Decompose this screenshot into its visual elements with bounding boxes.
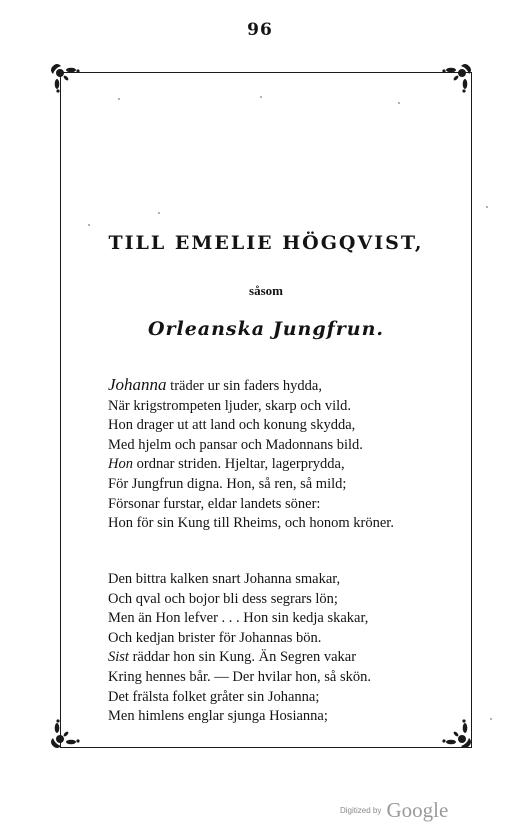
poem-stanza-2 xyxy=(108,570,458,727)
poem-subtitle: Orleanska Jungfrun. xyxy=(147,318,385,340)
poem-title: TILL EMELIE HÖGQVIST, xyxy=(108,232,424,254)
poem-line: Hon ordnar striden. Hjeltar, lagerprydda, xyxy=(108,456,345,473)
poem-line: Hon för sin Kung till Rheims, och honom kröner. xyxy=(108,515,394,532)
poem-line: Men än Hon lefver . . . Hon sin kedja skakar, xyxy=(108,610,369,627)
poem-line: Försonar furstar, eldar landets söner: xyxy=(108,495,321,512)
poem-line: Men himlens englar sjunga Hosianna; xyxy=(108,708,328,725)
poem-line: Johanna träder ur sin faders hydda, xyxy=(108,375,322,394)
poem-line: Och qval och bojor bli dess segrars lön; xyxy=(108,590,338,607)
poem-stanza-1 xyxy=(108,375,458,534)
digitized-by-label: Digitized by xyxy=(340,806,382,815)
floral-corner-ornament-icon xyxy=(45,58,83,96)
google-logo: Google xyxy=(386,798,449,822)
poem-subtitle-small: såsom xyxy=(249,283,283,298)
poem-line: Det frälsta folket gråter sin Johanna; xyxy=(108,688,320,705)
digitized-by-watermark xyxy=(340,798,448,823)
floral-corner-ornament-icon xyxy=(439,58,477,96)
poem-line: Den bittra kalken snart Johanna smakar, xyxy=(108,571,341,587)
poem-line: För Jungfrun digna. Hon, så ren, så mild; xyxy=(108,475,347,492)
floral-corner-ornament-icon xyxy=(45,716,83,754)
poem-line: Kring hennes bår. — Der hvilar hon, så skön. xyxy=(108,668,371,685)
poem-line: Hon drager ut att land och konung skydda, xyxy=(108,417,356,434)
page-number: 96 xyxy=(247,20,273,40)
poem-line: När krigstrompeten ljuder, skarp och vild. xyxy=(108,397,352,414)
poem-line: Sist räddar hon sin Kung. Än Segren vakar xyxy=(108,649,357,666)
poem-line: Med hjelm och pansar och Madonnans bild. xyxy=(108,436,363,453)
poem-line: Och kedjan brister för Johannas bön. xyxy=(108,629,322,646)
